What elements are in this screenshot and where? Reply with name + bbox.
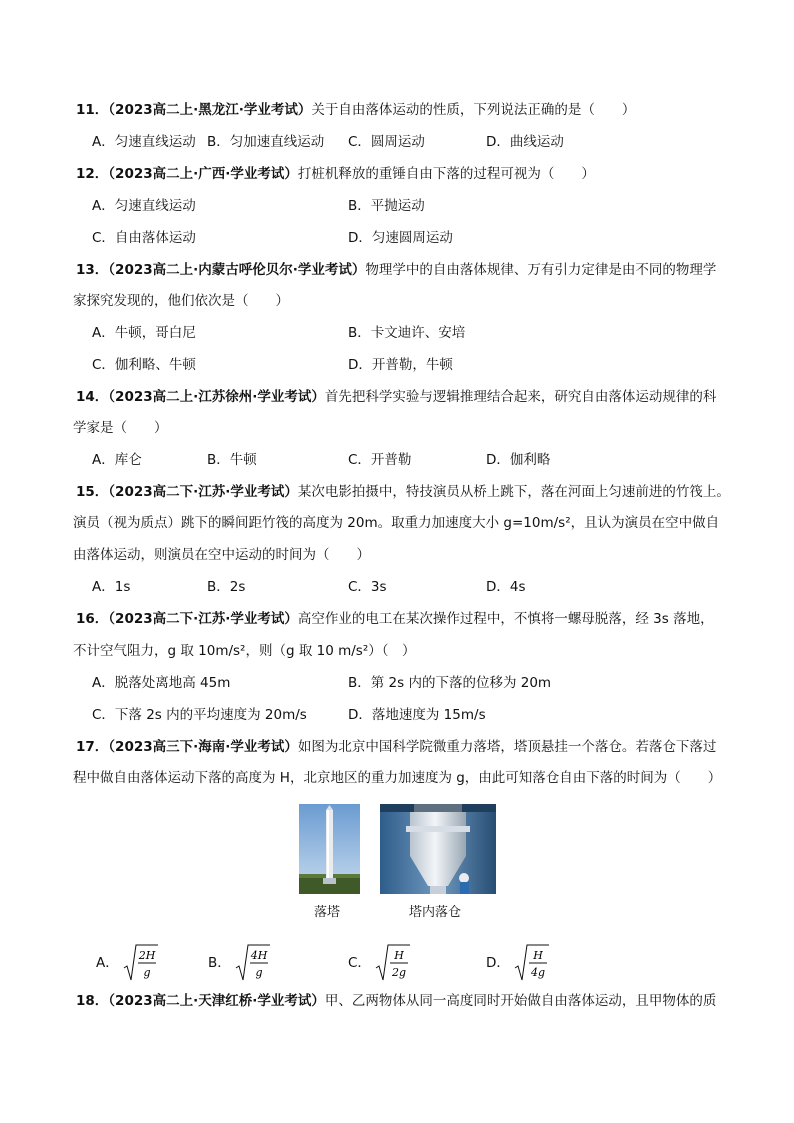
option-d: D．曲线运动 [486, 134, 564, 150]
question-11-stem [76, 100, 635, 120]
option-b: B．牛顿 [207, 452, 257, 468]
option-c: C．3s [348, 579, 387, 595]
option-letter: A． [96, 955, 119, 971]
question-source: （2023高二上·江苏徐州·学业考试） [108, 389, 325, 405]
question-12-stem [76, 164, 595, 184]
option-b: B．2s [207, 579, 246, 595]
option-d: D．落地速度为 15m/s [348, 707, 486, 723]
sqrt-formula [235, 944, 271, 982]
question-17-stem-cont: 程中做自由落体运动下落的高度为 H，北京地区的重力加速度为 g，由此可知落仓自由下落的时间为（ ） [73, 770, 722, 786]
question-source: （2023高二下·江苏·学业考试） [108, 484, 298, 500]
option-a: A．脱落处离地高 45m [92, 675, 231, 691]
tower-photo [299, 804, 360, 894]
question-number: 11． [76, 102, 109, 118]
fraction-denominator: 2g [392, 966, 407, 979]
sqrt-formula [514, 944, 550, 982]
fraction-numerator: H [533, 949, 543, 962]
question-number: 17． [76, 739, 109, 755]
option-c: C．自由落体运动 [92, 230, 196, 246]
option-c: C．伽利略、牛顿 [92, 357, 196, 373]
fraction-denominator: g [255, 966, 263, 979]
question-text: 打桩机释放的重锤自由下落的过程可视为（ ） [297, 166, 595, 182]
question-16-stem [76, 609, 714, 629]
fraction-numerator: 4H [250, 949, 268, 962]
question-source: （2023高二上·黑龙江·学业考试） [108, 102, 312, 118]
question-text: 某次电影拍摄中，特技演员从桥上跳下，落在河面上匀速前进的竹筏上。 [297, 484, 730, 500]
option-b [208, 944, 271, 982]
caption-capsule: 塔内落仓 [409, 905, 462, 920]
fraction-numerator: 2H [138, 949, 156, 962]
option-letter: D． [486, 955, 510, 971]
question-17-stem [76, 737, 716, 757]
option-d: D．4s [486, 579, 526, 595]
fraction-denominator: g [143, 966, 151, 979]
option-a: A．1s [92, 579, 131, 595]
option-c: C．开普勒 [348, 452, 412, 468]
question-15-stem-cont: 演员（视为质点）跳下的瞬间距竹筏的高度为 20m。取重力加速度大小 g=10m/s²，且认为演员在空中做自 [73, 515, 720, 531]
sqrt-formula [375, 944, 411, 982]
option-letter: C． [348, 955, 371, 971]
question-text: 如图为北京中国科学院微重力落塔，塔顶悬挂一个落仓。若落仓下落过 [297, 739, 717, 755]
question-source: （2023高二上·天津红桥·学业考试） [108, 993, 325, 1009]
question-13-stem-cont: 家探究发现的，他们依次是（ ） [73, 293, 289, 309]
option-a: A．匀速直线运动 [92, 134, 196, 150]
option-b: B．匀加速直线运动 [207, 134, 325, 150]
fraction-numerator: H [394, 949, 405, 962]
question-16-stem-cont: 不计空气阻力，g 取 10m/s²，则（g 取 10 m/s²）（ ） [73, 643, 416, 659]
option-d [486, 944, 550, 982]
question-source: （2023高三下·海南·学业考试） [108, 739, 298, 755]
question-number: 14． [76, 389, 109, 405]
question-number: 12． [76, 166, 109, 182]
question-text: 首先把科学实验与逻辑推理结合起来，研究自由落体运动规律的科 [324, 389, 717, 405]
option-a [96, 944, 159, 982]
option-b: B．平抛运动 [348, 198, 425, 214]
option-b: B．卡文迪许、安培 [348, 325, 466, 341]
question-text: 关于自由落体运动的性质，下列说法正确的是（ ） [311, 102, 636, 118]
sqrt-formula [123, 944, 159, 982]
question-14-stem-cont: 学家是（ ） [73, 420, 168, 436]
caption-tower: 落塔 [314, 905, 341, 920]
question-text: 甲、乙两物体从同一高度同时开始做自由落体运动，且甲物体的质 [324, 993, 717, 1009]
option-c: C．圆周运动 [348, 134, 425, 150]
option-a: A．匀速直线运动 [92, 198, 196, 214]
question-15-stem [76, 482, 730, 502]
question-text: 高空作业的电工在某次操作过程中，不慎将一螺母脱落，经 3s 落地， [297, 611, 714, 627]
option-d: D．开普勒，牛顿 [348, 357, 453, 373]
fraction-denominator: 4g [531, 966, 546, 979]
question-18-stem [76, 991, 716, 1011]
question-number: 13． [76, 262, 109, 278]
question-15-stem-cont2: 由落体运动，则演员在空中运动的时间为（ ） [73, 547, 370, 563]
question-source: （2023高二上·广西·学业考试） [108, 166, 298, 182]
question-source: （2023高二上·内蒙古呼伦贝尔·学业考试） [108, 262, 366, 278]
question-number: 18． [76, 993, 109, 1009]
question-source: （2023高二下·江苏·学业考试） [108, 611, 298, 627]
option-letter: B． [208, 955, 231, 971]
option-b: B．第 2s 内的下落的位移为 20m [348, 675, 552, 691]
option-d: D．匀速圆周运动 [348, 230, 453, 246]
question-text: 物理学中的自由落体规律、万有引力定律是由不同的物理学 [365, 262, 717, 278]
option-a: A．牛顿，哥白尼 [92, 325, 196, 341]
option-c [348, 944, 411, 982]
question-number: 16． [76, 611, 109, 627]
option-c: C．下落 2s 内的平均速度为 20m/s [92, 707, 307, 723]
question-13-stem [76, 260, 716, 280]
question-14-stem [76, 387, 716, 407]
capsule-photo [380, 804, 496, 894]
question-number: 15． [76, 484, 109, 500]
option-d: D．伽利略 [486, 452, 551, 468]
option-a: A．库仑 [92, 452, 142, 468]
